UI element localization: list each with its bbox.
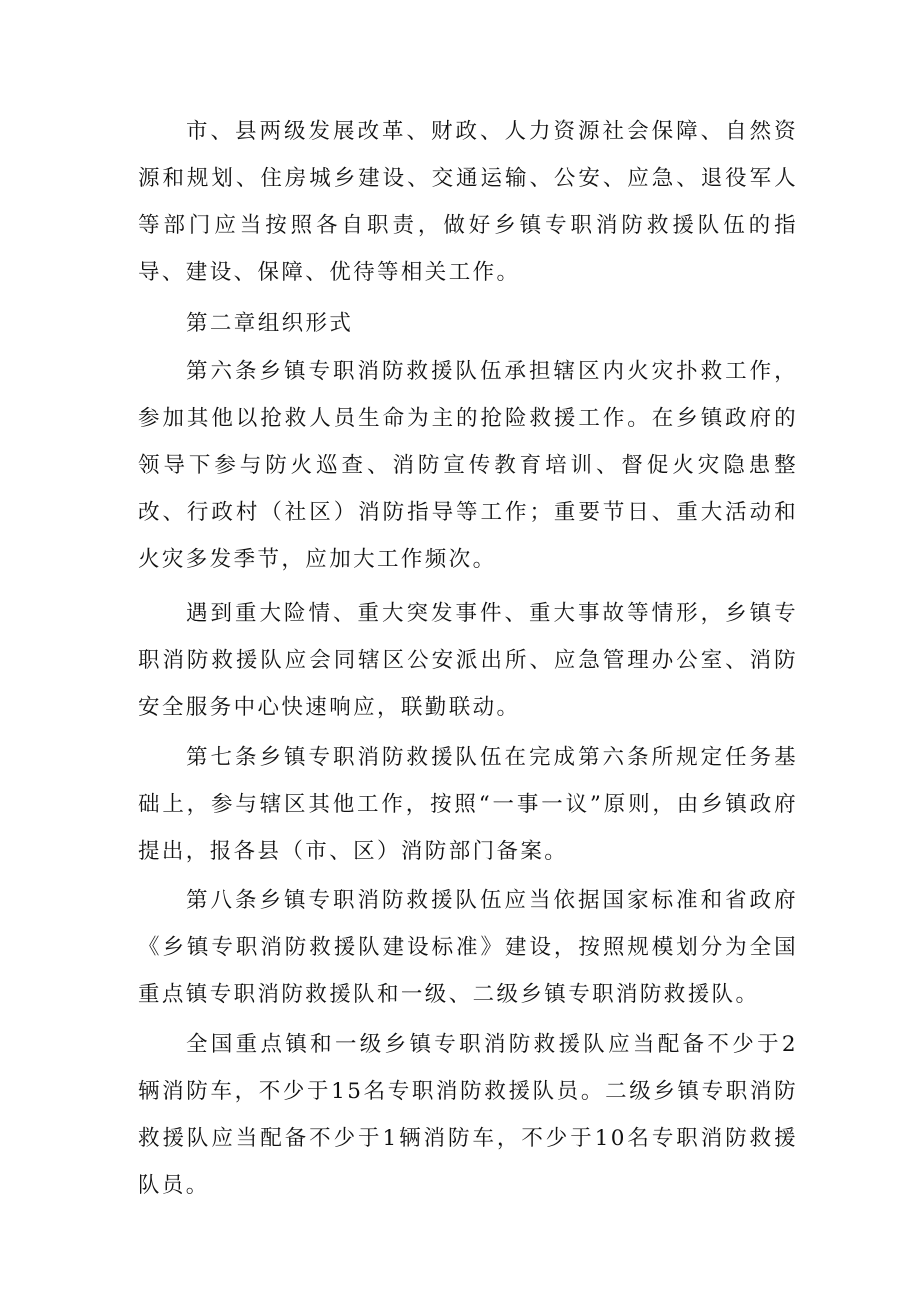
paragraph-emergency-response: 遇到重大险情、重大突发事件、重大事故等情形，乡镇专职消防救援队应会同辖区公安派出所、应急管理办公室、消防安全服务中心快速响应，联勤联动。 [138,601,798,720]
paragraph-staffing-requirements: 全国重点镇和一级乡镇专职消防救援队应当配备不少于2辆消防车，不少于15名专职消防救援队员。二级乡镇专职消防救援队应当配备不少于1辆消防车，不少于10名专职消防救援队员。 [138,1032,798,1198]
paragraph-article-8: 第八条乡镇专职消防救援队伍应当依据国家标准和省政府《乡镇专职消防救援队建设标准》建设，按照规模划分为全国重点镇专职消防救援队和一级、二级乡镇专职消防救援队。 [138,888,798,1007]
paragraph-departments-duties: 市、县两级发展改革、财政、人力资源社会保障、自然资源和规划、住房城乡建设、交通运输、公安、应急、退役军人等部门应当按照各自职责，做好乡镇专职消防救援队伍的指导、建设、保障、优待等相关工作。 [138,119,798,285]
chapter-heading: 第二章组织形式 [186,311,354,336]
paragraph-article-6: 第六条乡镇专职消防救援队伍承担辖区内火灾扑救工作，参加其他以抢救人员生命为主的抢险救援工作。在乡镇政府的领导下参与防火巡查、消防宣传教育培训、督促火灾隐患整改、行政村（社区）消防指导等工作；重要节日、重大活动和火灾多发季节，应加大工作频次。 [138,359,798,572]
paragraph-article-7: 第七条乡镇专职消防救援队伍在完成第六条所规定任务基础上，参与辖区其他工作，按照“一事一议”原则，由乡镇政府提出，报各县（市、区）消防部门备案。 [138,745,798,864]
